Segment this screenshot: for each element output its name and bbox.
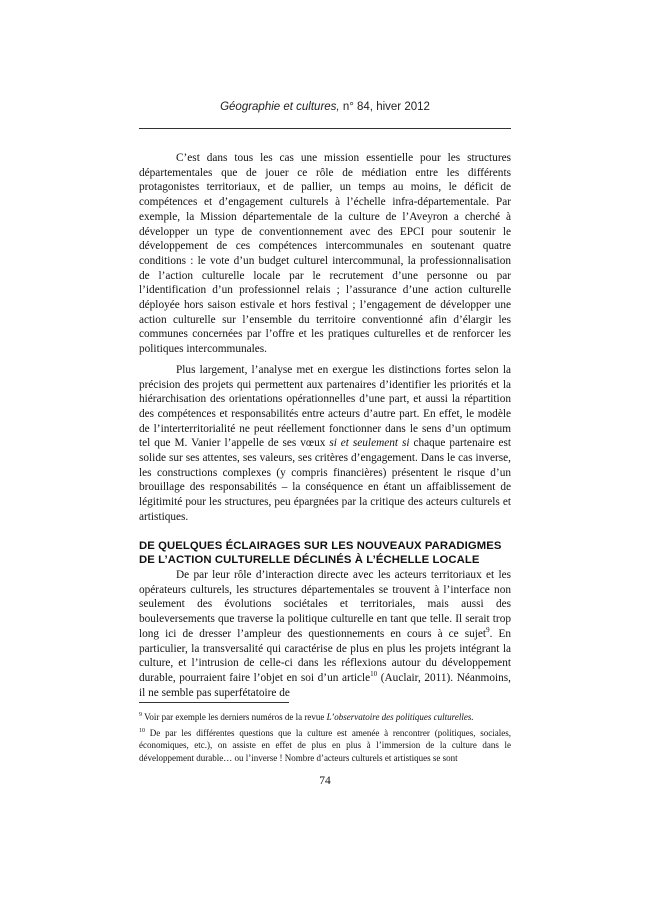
- footnote-9-text: Voir par exemple les derniers numéros de la revue: [142, 712, 327, 722]
- paragraph-3-text-b: . En particulier, la transversalité qui caractérise de plus en plus les projets intégrant la culture, et l’intrusion de celle-ci dans les réflexions autour du développement durable, pourraient faire l’objet en soi d’un article: [139, 627, 511, 684]
- paragraph-3: [139, 568, 511, 700]
- footnote-9: [139, 711, 511, 723]
- paragraph-2-text-a: Plus largement, l’analyse met en exergue les distinctions fortes selon la précision des projets qui permettent aux partenaires d’identifier les priorités et la hiérarchisation des orientations opérationnelles d’une part, et aussi la répartition des compétences et responsabilités entre acteurs d’autre part. En effet, le modèle de l’interterritorialité ne peut réellement fonctionner dans le sens d’un optimum tel que M. Vanier l’appelle de ses vœux: [139, 363, 511, 450]
- page-number: 74: [319, 775, 331, 787]
- footnote-ref-10[interactable]: 10: [370, 670, 378, 679]
- paragraph-2: [139, 363, 511, 525]
- footnote-10-number: 10: [139, 728, 145, 735]
- footnotes: [139, 711, 511, 768]
- paragraph-2-text-b: chaque partenaire est solide sur ses attentes, ses valeurs, ses critères d’engagement. Dans le cas inverse, les constructions complexes (y compris financières) présentent le risque d’un brouillage des responsabilités – la conséquence en étant un affaiblissement de légitimité pour les structures, peu épargnées par la critique des acteurs culturels et artistiques.: [139, 437, 512, 523]
- journal-issue: n° 84, hiver 2012: [339, 101, 430, 113]
- section-heading-line-2: DE L’ACTION CULTURELLE DÉCLINÉS À L’ÉCHELLE LOCALE: [139, 554, 480, 567]
- running-header: [0, 101, 650, 113]
- header-rule: [139, 128, 511, 129]
- journal-title: Géographie et cultures,: [220, 101, 340, 113]
- body-text: [139, 151, 511, 700]
- section-heading-line-1: DE QUELQUES ÉCLAIRAGES SUR LES NOUVEAUX PARADIGMES: [139, 539, 502, 552]
- footnote-10: [139, 727, 511, 764]
- footnote-ref-9[interactable]: 9: [486, 626, 490, 635]
- footnote-10-text: De par les différentes questions que la culture est amenée à rencontrer (politiques, sociales, économiques, etc.), on assiste en effet de plus en plus à l’immersion de la culture dans le développement durable… ou l’inverse ! Nombre d’acteurs culturels et artistiques se sont: [139, 728, 511, 763]
- footnote-rule: [139, 702, 289, 703]
- footnote-9-title: L’observatoire des politiques culturelles.: [326, 712, 474, 722]
- paragraph-3-text-c: (Auclair, 2011). Néanmoins, il ne semble pas superfétatoire de: [139, 671, 511, 699]
- section-heading: [139, 539, 511, 568]
- paragraph-1: C’est dans tous les cas une mission essentielle pour les structures départementales que de jouer ce rôle de médiation entre les différents protagonistes territoriaux, et de pallier, un temps au moins, le déficit de compétences et d’engagement culturels à l’échelle infra-départementale. Par exemple, la Mission départementale de la culture de l’Aveyron a cherché à développer un type de conventionnement avec des EPCI pour soutenir le développement de ces compétences intercommunales en soutenant quatre conditions : le vote d’un budget culturel intercommunal, la professionnalisation de l’action culturelle locale par le recrutement d’une personne ou par l’identification d’un professionnel relais ; l’assurance d’une action culturelle déployée hors saison estivale et hors festival ; l’engagement de développer une action culturelle sur l’ensemble du territoire conventionné afin d’élargir les communes concernées par l’offre et les pratiques culturelles et de renforcer les politiques intercommunales.: [139, 152, 511, 356]
- paragraph-2-emphasis: si et seulement si: [329, 437, 410, 450]
- footnote-9-number: 9: [139, 712, 142, 718]
- paragraph-3-text-a: De par leur rôle d’interaction directe avec les acteurs territoriaux et les opérateurs culturels, les structures départementales se trouvent à l’interface non seulement des évolutions sociétales et territoriales, mais aussi des bouleversements que traverse la politique culturelle en tant que telle. Il serait trop long ici de dresser l’ampleur des questionnements en cours à ce sujet: [139, 568, 511, 640]
